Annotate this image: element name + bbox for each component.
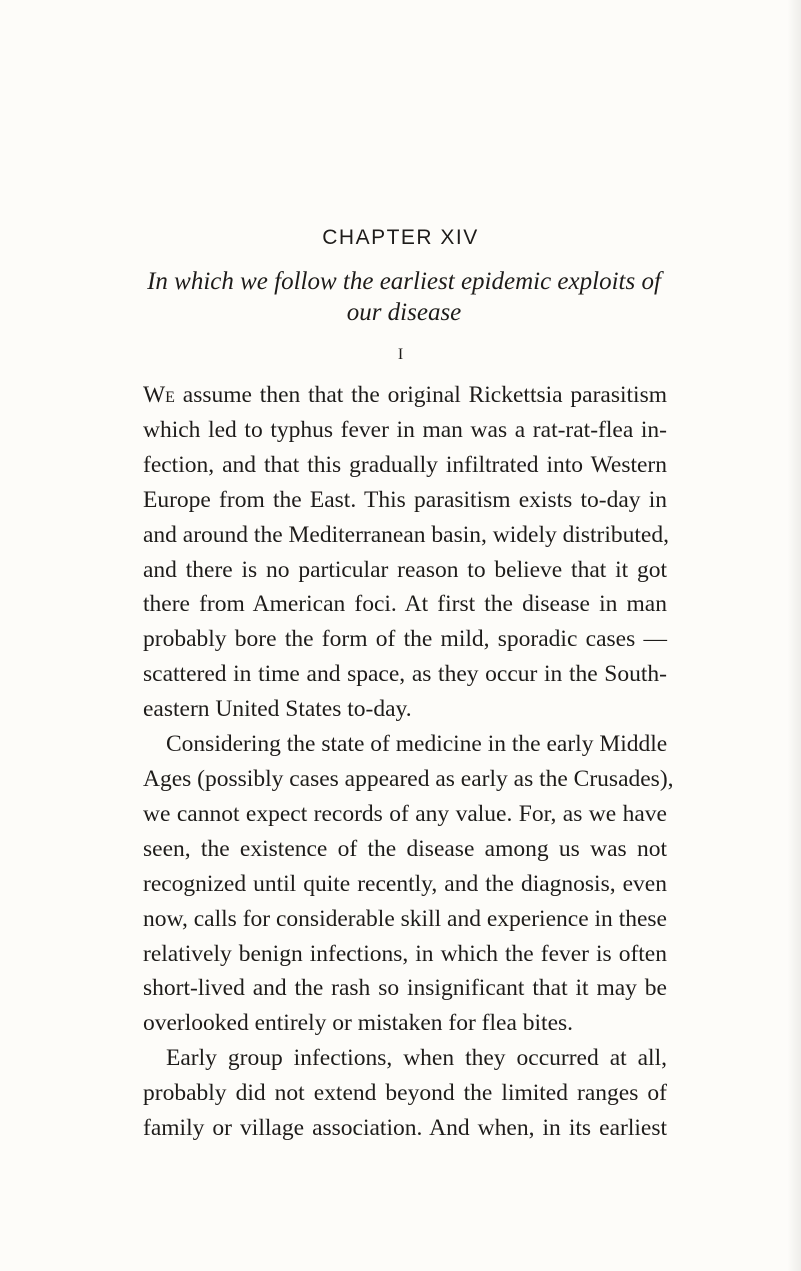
text-line: probably bore the form of the mild, sporadic cases — xyxy=(143,626,667,653)
text-line: we cannot expect records of any value. For, as we have xyxy=(143,800,667,827)
text-line: overlooked entirely or mistaken for flea bites. xyxy=(143,1010,574,1037)
text-line: fection, and that this gradually infiltrated into Western xyxy=(143,451,667,478)
body-text xyxy=(143,378,674,1146)
text-line: probably did not extend beyond the limited ranges of xyxy=(143,1080,667,1107)
text-line: short-lived and the rash so insignificant that it may be xyxy=(143,975,667,1002)
text-line: eastern United States to-day. xyxy=(143,696,412,723)
page-edge-shadow xyxy=(787,0,801,1271)
text-line: seen, the existence of the disease among us was not xyxy=(143,835,667,862)
text-line: scattered in time and space, as they occur in the South- xyxy=(143,661,667,688)
text-line: Ages (possibly cases appeared as early as the Crusades), xyxy=(143,765,674,792)
section-number: I xyxy=(397,346,404,363)
chapter-subtitle-line: our disease xyxy=(346,299,462,326)
text-line: Considering the state of medicine in the early Middle xyxy=(166,731,668,758)
text-line: relatively benign infections, in which the fever is often xyxy=(143,940,667,967)
chapter-heading: CHAPTER XIV xyxy=(322,226,479,249)
drop-word: We xyxy=(143,382,175,408)
text-line: and around the Mediterranean basin, widely distributed, xyxy=(143,521,669,548)
chapter-subtitle-line: In which we follow the earliest epidemic exploits of xyxy=(147,268,661,295)
text-line: family or village association. And when, in its earliest xyxy=(143,1115,667,1142)
text-line: which led to typhus fever in man was a rat-rat-flea in- xyxy=(143,416,667,443)
text-line: Early group infections, when they occurred at all, xyxy=(166,1045,667,1072)
chapter-subtitle xyxy=(130,266,678,328)
text-line: recognized until quite recently, and the diagnosis, even xyxy=(143,870,667,897)
text-line xyxy=(143,378,667,413)
text-line: Europe from the East. This parasitism exists to-day in xyxy=(143,486,667,513)
text-line: there from American foci. At first the disease in man xyxy=(143,591,667,618)
text-line: now, calls for considerable skill and experience in these xyxy=(143,905,667,932)
text-line: and there is no particular reason to believe that it got xyxy=(143,556,667,583)
text-line-rest: assume then that the original Rickettsia parasitism xyxy=(182,382,667,408)
